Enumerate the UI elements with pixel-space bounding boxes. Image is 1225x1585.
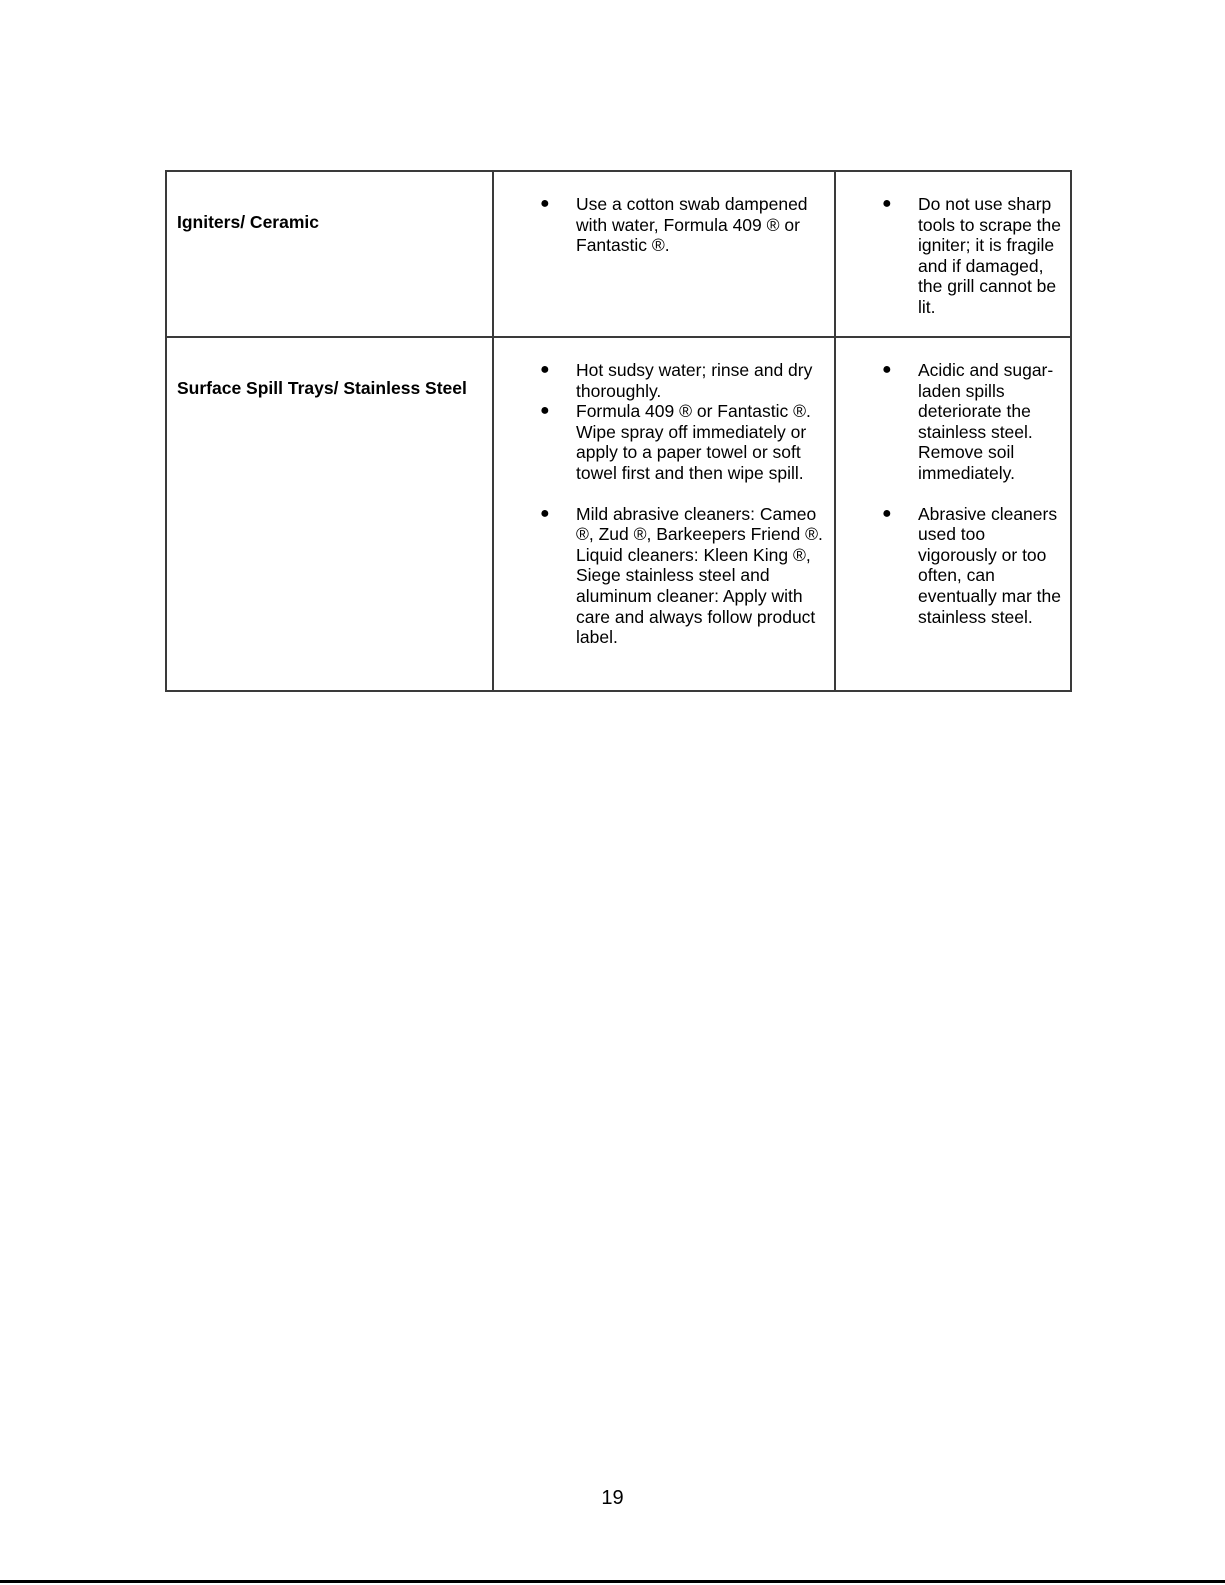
cleaning-text: Formula 409 ® or Fantastic ®. Wipe spray off immediately or apply to a paper towel or soft towel first and then wipe spill. — [576, 401, 811, 483]
part-cell — [166, 171, 493, 337]
list-item — [494, 360, 826, 401]
part-name: Surface Spill Trays/ Stainless Steel — [177, 378, 467, 398]
cleaning-text: Hot sudsy water; rinse and dry thoroughly. — [576, 360, 813, 401]
caution-list — [836, 172, 1070, 318]
table-row — [166, 337, 1071, 691]
bullet-icon: ● — [882, 361, 892, 378]
list-item — [836, 194, 1062, 318]
bullet-icon: ● — [882, 504, 892, 522]
caution-cell — [835, 171, 1071, 337]
table-row — [166, 171, 1071, 337]
cleaning-cell — [493, 171, 835, 337]
cleaning-text: Mild abrasive cleaners: Cameo ®, Zud ®, Barkeepers Friend ®. Liquid cleaners: Kleen King ®, Siege stainless steel and aluminum cleaner: Apply with care and always follow product label. — [576, 503, 823, 648]
caution-cell — [835, 337, 1071, 691]
bullet-icon: ● — [540, 195, 550, 212]
list-item — [494, 401, 826, 483]
caution-list — [836, 338, 1070, 627]
caution-text: Abrasive cleaners used too vigorously or too often, can eventually mar the stainless steel. — [918, 503, 1061, 627]
cleaning-list — [494, 172, 834, 256]
cleaning-list — [494, 338, 834, 648]
bullet-icon: ● — [540, 504, 550, 522]
cleaning-text: Use a cotton swab dampened with water, Formula 409 ® or Fantastic ®. — [576, 194, 808, 256]
bottom-rule — [0, 1580, 1225, 1583]
cleaning-cell — [493, 337, 835, 691]
caution-text: Acidic and sugar-laden spills deteriorate the stainless steel. Remove soil immediately. — [918, 360, 1054, 483]
part-name: Igniters/ Ceramic — [177, 212, 319, 232]
cleaning-table — [165, 170, 1072, 692]
bullet-icon: ● — [882, 195, 892, 212]
part-cell — [166, 337, 493, 691]
list-item — [836, 504, 1062, 628]
caution-text: Do not use sharp tools to scrape the igniter; it is fragile and if damaged, the grill cannot be lit. — [918, 194, 1061, 317]
list-item — [836, 360, 1062, 484]
bullet-icon: ● — [540, 402, 550, 420]
list-item — [494, 504, 826, 648]
list-item — [494, 194, 826, 256]
bullet-icon: ● — [540, 361, 550, 378]
page-number: 19 — [601, 1487, 624, 1509]
